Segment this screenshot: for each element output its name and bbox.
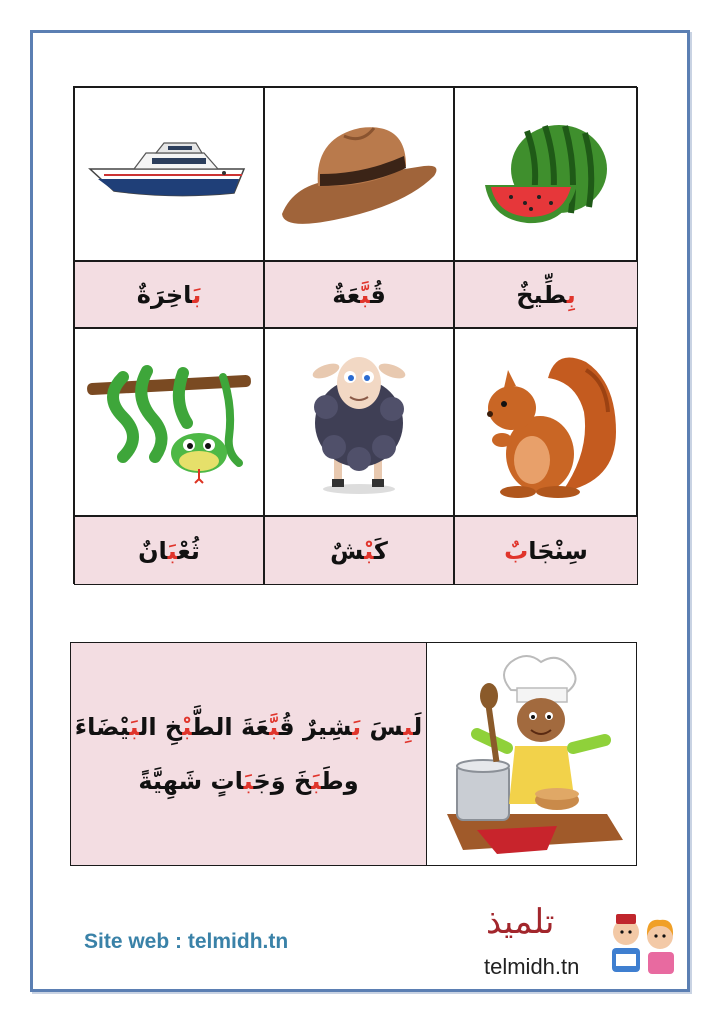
word-squirrel: سِنْجَابٌ — [504, 536, 588, 565]
kids-reading-icon — [606, 908, 682, 984]
sentence-segment: لَ — [413, 713, 423, 741]
sentence-segment: عَةَ الطَّ — [192, 713, 270, 741]
logo-latin-text: telmidh.tn — [484, 954, 580, 979]
sentence-segment: يْضَاءَ — [74, 713, 130, 741]
picture-cell-ship — [74, 87, 264, 261]
picture-cell-chef — [427, 643, 636, 865]
word-cell-snake — [74, 516, 264, 585]
sentence-line-2 — [138, 767, 358, 795]
picture-cell-sheep — [264, 328, 454, 516]
site-link[interactable]: Site web : telmidh.tn — [84, 930, 289, 953]
highlighted-letter: بَ — [352, 713, 362, 741]
sentence-segment: اتٍ شَهِيَّةً — [138, 767, 244, 795]
sentence-segment: خَ وَجَ — [253, 767, 312, 795]
hat-image — [274, 114, 444, 234]
sentence-panel — [71, 643, 427, 865]
sentence-line-1 — [75, 713, 422, 741]
word-cell-ship — [74, 261, 264, 328]
highlighted-letter: بَ — [243, 767, 254, 795]
sheep-image — [304, 347, 414, 497]
logo-arabic-text: تلميذ — [486, 902, 555, 942]
squirrel-image — [466, 342, 626, 502]
watermelon-image — [481, 119, 611, 229]
picture-cell-hat — [264, 87, 454, 261]
word-sheep: كَبْشٌ — [330, 536, 388, 565]
sentence-segment: شِيرٌ قُ — [278, 713, 353, 741]
picture-cell-squirrel — [454, 328, 638, 516]
sentence-segment: وطَ — [321, 767, 359, 795]
word-cell-sheep — [264, 516, 454, 585]
word-ship: بَاخِرَةٌ — [136, 280, 202, 309]
sentence-segment: سَ — [361, 713, 404, 741]
word-cell-watermelon — [454, 261, 638, 328]
highlighted-letter: بِ — [403, 713, 414, 741]
telmidh-logo — [478, 904, 688, 988]
highlighted-letter: بْ — [182, 713, 193, 741]
chef-image — [437, 654, 627, 854]
sentence-box — [70, 642, 637, 866]
snake-image — [83, 357, 255, 487]
picture-cell-snake — [74, 328, 264, 516]
sentence-segment: خِ ال — [139, 713, 183, 741]
highlighted-letter: بَ — [129, 713, 140, 741]
word-snake: ثُعْبَانٌ — [138, 536, 200, 565]
ship-image — [84, 139, 254, 209]
word-hat: قُبَّعَةٌ — [332, 280, 386, 309]
highlighted-letter: بَّ — [269, 713, 279, 741]
word-watermelon: بِطِّيخٌ — [516, 280, 576, 309]
word-cell-hat — [264, 261, 454, 328]
word-cell-squirrel — [454, 516, 638, 585]
vocabulary-grid — [73, 86, 637, 584]
picture-cell-watermelon — [454, 87, 638, 261]
highlighted-letter: بَ — [311, 767, 322, 795]
